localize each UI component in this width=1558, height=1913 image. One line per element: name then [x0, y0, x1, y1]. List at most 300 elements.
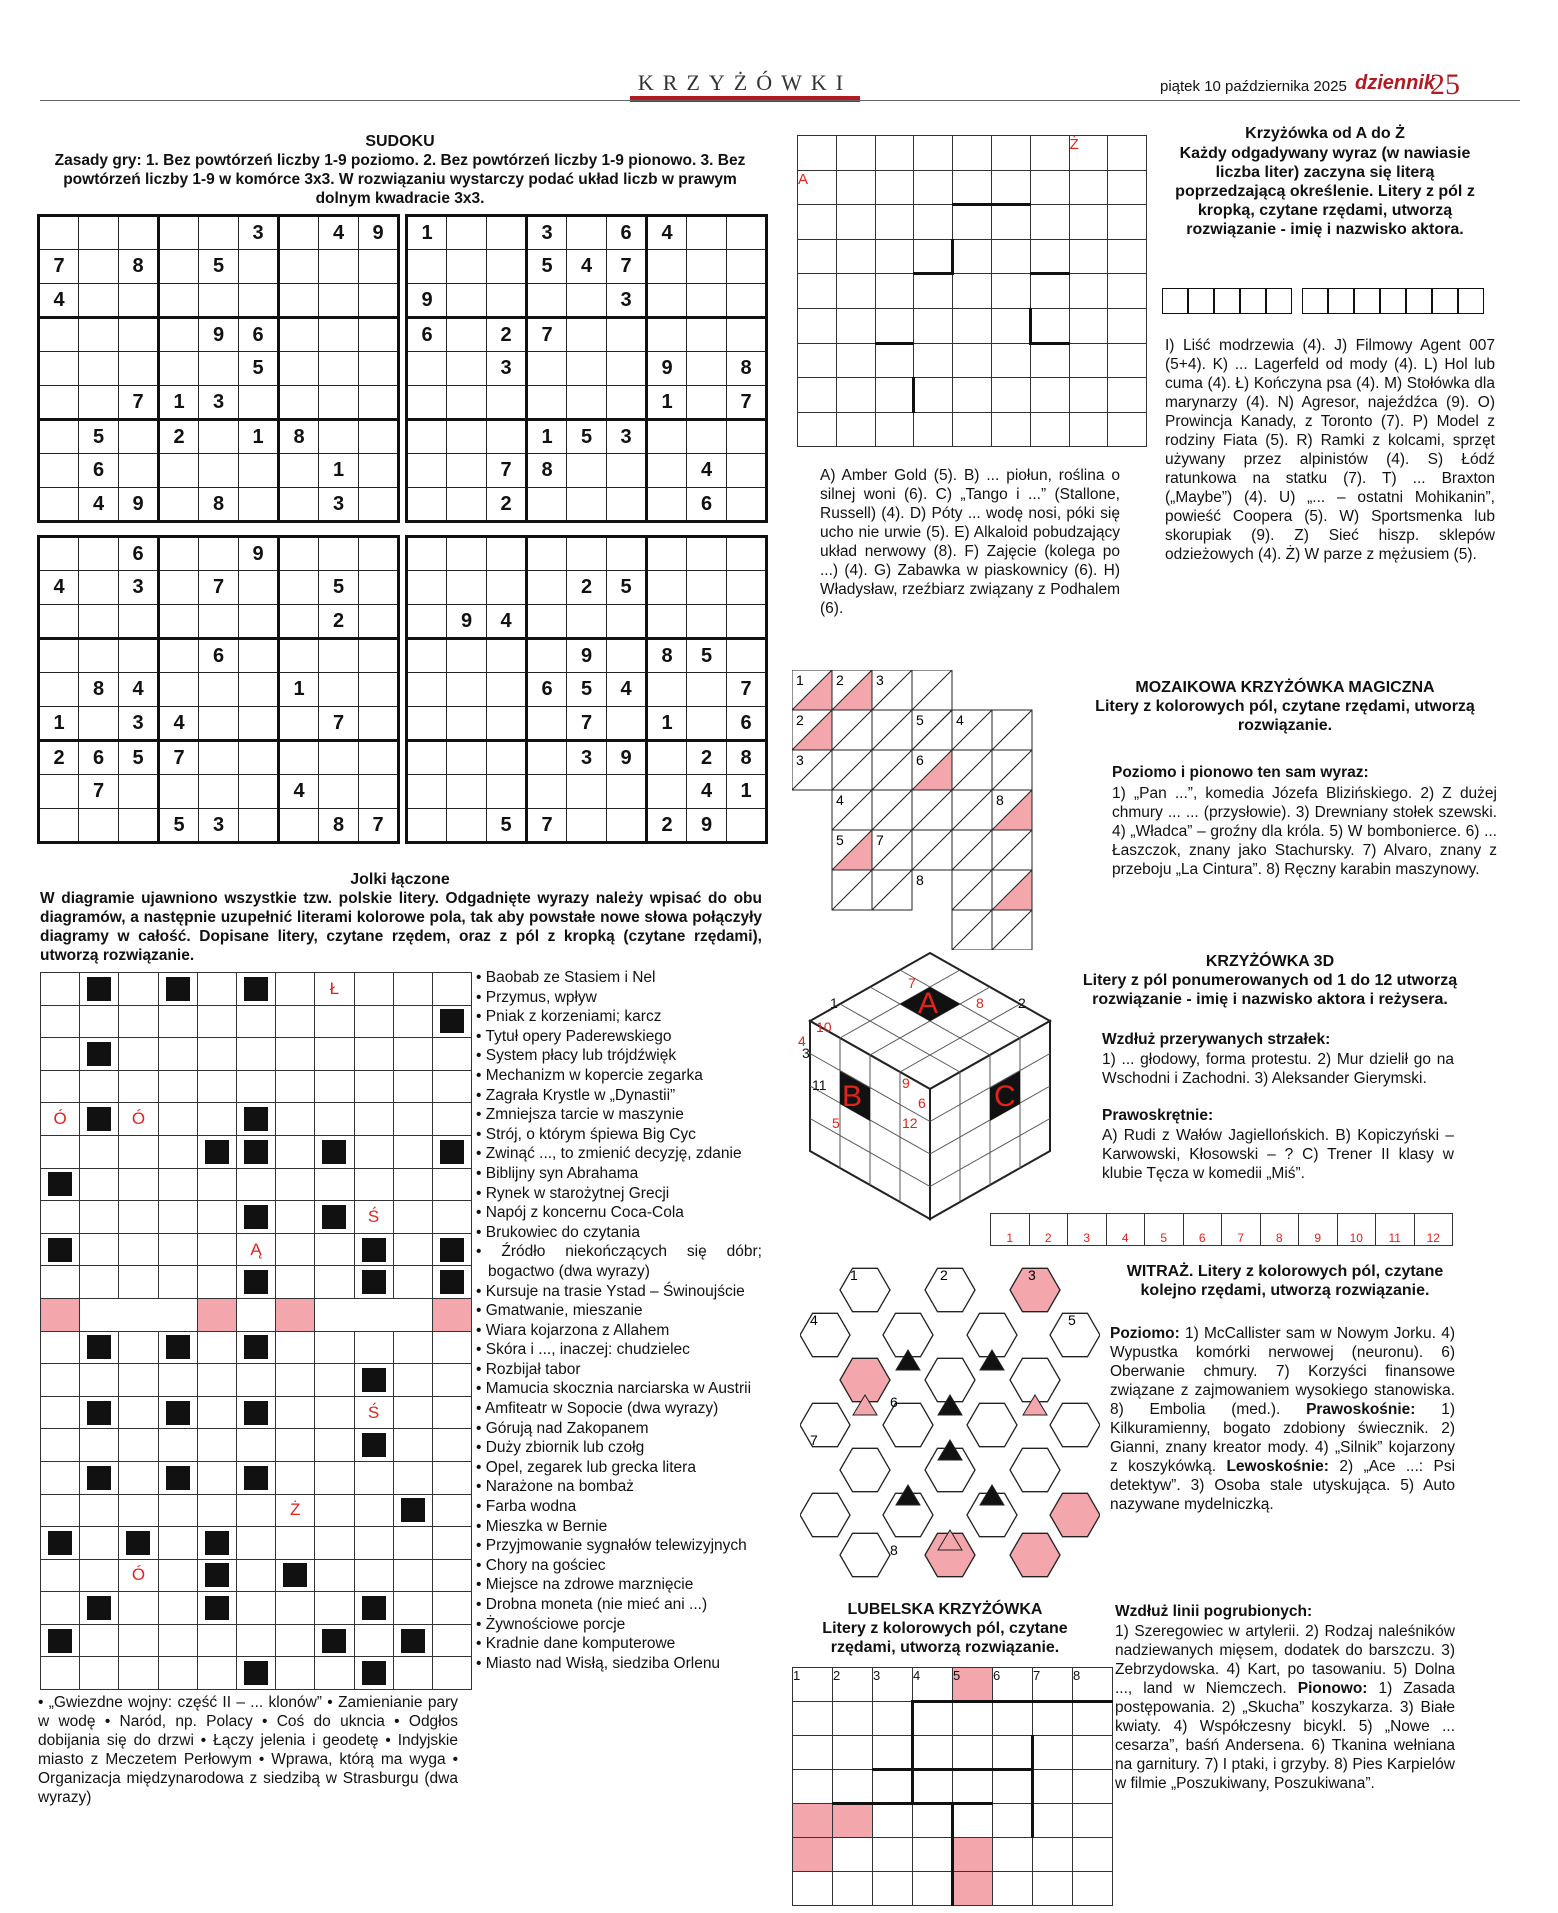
a-do-z-cell[interactable]: [1030, 274, 1069, 309]
jolki-cell[interactable]: [432, 1396, 471, 1429]
jolki-cell[interactable]: Ó: [41, 1103, 80, 1136]
sudoku-cell[interactable]: 2: [159, 420, 199, 454]
sudoku-cell[interactable]: [687, 605, 727, 639]
sudoku-cell[interactable]: [607, 386, 647, 420]
sudoku-cell[interactable]: [39, 775, 79, 809]
sudoku-cell[interactable]: [319, 741, 359, 775]
jolki-cell[interactable]: [80, 1396, 119, 1429]
sudoku-cell[interactable]: [727, 605, 767, 639]
lubelska-cell[interactable]: [993, 1838, 1033, 1872]
a-do-z-cell[interactable]: [914, 205, 953, 240]
a-do-z-cell[interactable]: [953, 239, 992, 274]
a-do-z-cell[interactable]: [1030, 308, 1069, 343]
jolki-cell[interactable]: [197, 1103, 236, 1136]
sudoku-cell[interactable]: [79, 605, 119, 639]
jolki-cell[interactable]: [158, 1559, 197, 1592]
jolki-cell[interactable]: [119, 1201, 158, 1234]
sudoku-cell[interactable]: [159, 454, 199, 488]
jolki-cell[interactable]: [119, 1494, 158, 1527]
jolki-cell[interactable]: [236, 1103, 275, 1136]
sudoku-cell[interactable]: [647, 488, 687, 522]
sudoku-cell[interactable]: [727, 420, 767, 454]
jolki-cell[interactable]: [41, 1364, 80, 1397]
jolki-cell[interactable]: [119, 1461, 158, 1494]
sudoku-cell[interactable]: [279, 741, 319, 775]
sudoku-cell[interactable]: 4: [39, 284, 79, 318]
lubelska-cell[interactable]: 3: [873, 1668, 913, 1702]
sudoku-cell[interactable]: 3: [607, 420, 647, 454]
sudoku-cell[interactable]: [199, 707, 239, 741]
witraz-hex[interactable]: [840, 1533, 890, 1576]
jolki-cell[interactable]: Ą: [236, 1233, 275, 1266]
sudoku-cell[interactable]: [487, 775, 527, 809]
jolki-cell[interactable]: [276, 1266, 315, 1299]
sudoku-cell[interactable]: [319, 318, 359, 352]
sudoku-cell[interactable]: 9: [239, 537, 279, 571]
jolki-cell[interactable]: [158, 973, 197, 1006]
sudoku-cell[interactable]: 4: [487, 605, 527, 639]
jolki-cell[interactable]: [393, 1038, 432, 1071]
sudoku-cell[interactable]: 2: [487, 318, 527, 352]
a-do-z-cell[interactable]: [1108, 136, 1147, 171]
jolki-cell[interactable]: [119, 1331, 158, 1364]
jolki-cell[interactable]: [236, 1331, 275, 1364]
jolki-cell[interactable]: [315, 1364, 354, 1397]
jolki-cell[interactable]: [197, 1494, 236, 1527]
jolki-cell[interactable]: [119, 1038, 158, 1071]
a-do-z-cell[interactable]: [1069, 239, 1108, 274]
sudoku-cell[interactable]: [407, 707, 447, 741]
a-do-z-cell[interactable]: [991, 308, 1030, 343]
sudoku-cell[interactable]: [727, 454, 767, 488]
jolki-cell[interactable]: [197, 1624, 236, 1657]
jolki-cell[interactable]: [432, 1103, 471, 1136]
sudoku-cell[interactable]: [487, 216, 527, 250]
lubelska-cell[interactable]: [1033, 1702, 1073, 1736]
jolki-cell[interactable]: [41, 973, 80, 1006]
a-do-z-cell[interactable]: [914, 274, 953, 309]
jolki-cell[interactable]: [354, 1592, 393, 1625]
jolki-cell[interactable]: [236, 973, 275, 1006]
sudoku-cell[interactable]: [567, 775, 607, 809]
jolki-cell[interactable]: [236, 1592, 275, 1625]
sudoku-cell[interactable]: 4: [647, 216, 687, 250]
sudoku-cell[interactable]: [39, 673, 79, 707]
jolki-cell[interactable]: [393, 1396, 432, 1429]
a-do-z-cell[interactable]: [1108, 412, 1147, 447]
jolki-cell[interactable]: [41, 1494, 80, 1527]
jolki-cell[interactable]: [276, 1364, 315, 1397]
sudoku-cell[interactable]: [527, 284, 567, 318]
jolki-cell[interactable]: [393, 1070, 432, 1103]
jolki-cell[interactable]: [197, 1070, 236, 1103]
sudoku-cell[interactable]: [319, 537, 359, 571]
sudoku-cell[interactable]: 5: [567, 420, 607, 454]
sudoku-cell[interactable]: [407, 775, 447, 809]
jolki-cell[interactable]: [236, 1070, 275, 1103]
a-do-z-cell[interactable]: [798, 136, 837, 171]
lubelska-cell[interactable]: [873, 1770, 913, 1804]
witraz-hex[interactable]: [840, 1448, 890, 1491]
a-do-z-cell[interactable]: [1108, 343, 1147, 378]
jolki-cell[interactable]: [276, 1005, 315, 1038]
sudoku-cell[interactable]: 9: [607, 741, 647, 775]
a-do-z-cell[interactable]: [991, 136, 1030, 171]
jolki-cell[interactable]: [119, 1233, 158, 1266]
sudoku-cell[interactable]: 7: [119, 386, 159, 420]
sudoku-cell[interactable]: 8: [279, 420, 319, 454]
jolki-cell[interactable]: [393, 1266, 432, 1299]
jolki-cell[interactable]: [393, 1657, 432, 1690]
witraz-hex[interactable]: [967, 1403, 1017, 1446]
jolki-cell[interactable]: [354, 1429, 393, 1462]
sudoku-cell[interactable]: [447, 537, 487, 571]
a-do-z-cell[interactable]: [991, 343, 1030, 378]
lubelska-cell[interactable]: [1073, 1804, 1113, 1838]
sudoku-cell[interactable]: [407, 454, 447, 488]
sudoku-cell[interactable]: [199, 352, 239, 386]
sudoku-cell[interactable]: 4: [119, 673, 159, 707]
sudoku-table[interactable]: [37, 214, 400, 523]
sudoku-cell[interactable]: 1: [527, 420, 567, 454]
a-do-z-cell[interactable]: [953, 274, 992, 309]
jolki-cell[interactable]: [197, 1201, 236, 1234]
sudoku-cell[interactable]: 4: [607, 673, 647, 707]
jolki-cell[interactable]: [41, 1298, 80, 1331]
lubelska-cell[interactable]: [913, 1736, 953, 1770]
a-do-z-cell[interactable]: [914, 239, 953, 274]
sudoku-cell[interactable]: 1: [647, 707, 687, 741]
sudoku-cell[interactable]: [727, 537, 767, 571]
sudoku-cell[interactable]: [687, 352, 727, 386]
jolki-cell[interactable]: [80, 1135, 119, 1168]
jolki-cell[interactable]: [354, 1103, 393, 1136]
sudoku-cell[interactable]: [79, 250, 119, 284]
sudoku-cell[interactable]: 4: [319, 216, 359, 250]
sudoku-cell[interactable]: [687, 216, 727, 250]
jolki-cell[interactable]: [354, 1559, 393, 1592]
lubelska-cell[interactable]: [1073, 1770, 1113, 1804]
jolki-cell[interactable]: [197, 1364, 236, 1397]
sudoku-cell[interactable]: 4: [687, 775, 727, 809]
sudoku-cell[interactable]: [39, 216, 79, 250]
jolki-cell[interactable]: [276, 973, 315, 1006]
sudoku-cell[interactable]: 5: [487, 809, 527, 843]
cube-solution-cell[interactable]: 1: [991, 1214, 1030, 1246]
lubelska-cell[interactable]: [793, 1702, 833, 1736]
sudoku-cell[interactable]: [199, 775, 239, 809]
jolki-cell[interactable]: [315, 1201, 354, 1234]
sudoku-cell[interactable]: [607, 605, 647, 639]
jolki-cell[interactable]: [119, 1396, 158, 1429]
jolki-cell[interactable]: [432, 1592, 471, 1625]
jolki-cell[interactable]: [432, 1624, 471, 1657]
witraz-hex[interactable]: [925, 1268, 975, 1311]
sudoku-cell[interactable]: 9: [359, 216, 399, 250]
sudoku-table[interactable]: [405, 214, 768, 523]
jolki-cell[interactable]: [276, 1429, 315, 1462]
jolki-cell[interactable]: [393, 1527, 432, 1560]
lubelska-cell[interactable]: [793, 1872, 833, 1906]
sudoku-cell[interactable]: [647, 250, 687, 284]
sudoku-cell[interactable]: [687, 420, 727, 454]
witraz-hex[interactable]: [1050, 1403, 1100, 1446]
jolki-cell[interactable]: [354, 1168, 393, 1201]
jolki-cell[interactable]: [354, 1624, 393, 1657]
jolki-cell[interactable]: [158, 1201, 197, 1234]
sudoku-cell[interactable]: [447, 352, 487, 386]
jolki-cell[interactable]: [80, 1364, 119, 1397]
jolki-cell[interactable]: [158, 1038, 197, 1071]
sudoku-cell[interactable]: 5: [79, 420, 119, 454]
jolki-cell[interactable]: [432, 1201, 471, 1234]
jolki-cell[interactable]: [41, 1527, 80, 1560]
jolki-cell[interactable]: [119, 1070, 158, 1103]
sudoku-cell[interactable]: [527, 707, 567, 741]
lubelska-cell[interactable]: [873, 1872, 913, 1906]
sudoku-cell[interactable]: [407, 420, 447, 454]
jolki-cell[interactable]: [354, 1005, 393, 1038]
jolki-cell[interactable]: [354, 1461, 393, 1494]
a-do-z-cell[interactable]: [1108, 378, 1147, 413]
jolki-cell[interactable]: [41, 1657, 80, 1690]
a-do-z-cell[interactable]: [991, 239, 1030, 274]
jolki-cell[interactable]: [432, 1070, 471, 1103]
lubelska-cell[interactable]: [913, 1838, 953, 1872]
jolki-cell[interactable]: [276, 1624, 315, 1657]
sudoku-cell[interactable]: [79, 284, 119, 318]
jolki-cell[interactable]: Ł: [315, 973, 354, 1006]
lubelska-cell[interactable]: [833, 1702, 873, 1736]
sudoku-cell[interactable]: [607, 537, 647, 571]
sudoku-cell[interactable]: 9: [447, 605, 487, 639]
sudoku-cell[interactable]: 6: [119, 537, 159, 571]
sudoku-table[interactable]: [37, 535, 400, 844]
sudoku-cell[interactable]: 1: [279, 673, 319, 707]
sudoku-cell[interactable]: [119, 775, 159, 809]
sudoku-cell[interactable]: 3: [239, 216, 279, 250]
jolki-cell[interactable]: [41, 1038, 80, 1071]
lubelska-cell[interactable]: [953, 1838, 993, 1872]
jolki-cell[interactable]: [80, 1657, 119, 1690]
sudoku-cell[interactable]: 4: [567, 250, 607, 284]
cube-solution-cell[interactable]: 9: [1299, 1214, 1338, 1246]
sudoku-cell[interactable]: 5: [119, 741, 159, 775]
sudoku-cell[interactable]: [447, 420, 487, 454]
sudoku-cell[interactable]: 1: [407, 216, 447, 250]
sudoku-cell[interactable]: 2: [319, 605, 359, 639]
sudoku-cell[interactable]: 9: [567, 639, 607, 673]
jolki-cell[interactable]: [276, 1461, 315, 1494]
jolki-cell[interactable]: [197, 1233, 236, 1266]
sudoku-cell[interactable]: [567, 318, 607, 352]
sudoku-cell[interactable]: 7: [727, 386, 767, 420]
jolki-cell[interactable]: [432, 973, 471, 1006]
sudoku-cell[interactable]: [647, 284, 687, 318]
a-do-z-cell[interactable]: [836, 170, 875, 205]
sudoku-cell[interactable]: [159, 284, 199, 318]
sudoku-cell[interactable]: [239, 571, 279, 605]
sudoku-cell[interactable]: 7: [79, 775, 119, 809]
a-do-z-cell[interactable]: [914, 378, 953, 413]
jolki-cell[interactable]: [80, 1592, 119, 1625]
sudoku-cell[interactable]: [487, 420, 527, 454]
sudoku-cell[interactable]: 3: [119, 707, 159, 741]
cube-solution-cell[interactable]: 3: [1068, 1214, 1107, 1246]
sudoku-cell[interactable]: 7: [607, 250, 647, 284]
jolki-cell[interactable]: Ó: [119, 1559, 158, 1592]
a-do-z-cell[interactable]: [953, 378, 992, 413]
jolki-cell[interactable]: [236, 1461, 275, 1494]
sudoku-cell[interactable]: [159, 216, 199, 250]
jolki-cell[interactable]: [393, 1201, 432, 1234]
sudoku-cell[interactable]: 7: [39, 250, 79, 284]
witraz-hex[interactable]: [800, 1403, 850, 1446]
lubelska-cell[interactable]: [953, 1702, 993, 1736]
jolki-cell[interactable]: [354, 1298, 393, 1331]
jolki-cell[interactable]: [197, 1461, 236, 1494]
a-do-z-cell[interactable]: [875, 378, 914, 413]
sudoku-cell[interactable]: 7: [319, 707, 359, 741]
sudoku-cell[interactable]: [119, 639, 159, 673]
sudoku-cell[interactable]: 3: [319, 488, 359, 522]
jolki-cell[interactable]: [432, 1494, 471, 1527]
lubelska-cell[interactable]: [1073, 1736, 1113, 1770]
lubelska-cell[interactable]: [1073, 1872, 1113, 1906]
sudoku-cell[interactable]: [79, 639, 119, 673]
sudoku-cell[interactable]: [279, 386, 319, 420]
sudoku-cell[interactable]: 7: [527, 318, 567, 352]
sudoku-cell[interactable]: [359, 488, 399, 522]
lubelska-cell[interactable]: [913, 1804, 953, 1838]
sudoku-cell[interactable]: [279, 488, 319, 522]
sudoku-cell[interactable]: 1: [727, 775, 767, 809]
sudoku-cell[interactable]: [159, 639, 199, 673]
a-do-z-cell[interactable]: [1069, 205, 1108, 240]
sudoku-cell[interactable]: [487, 386, 527, 420]
jolki-cell[interactable]: [41, 1135, 80, 1168]
sudoku-cell[interactable]: 6: [687, 488, 727, 522]
cube-solution-cell[interactable]: 5: [1145, 1214, 1184, 1246]
jolki-cell[interactable]: [41, 1331, 80, 1364]
sudoku-cell[interactable]: [119, 352, 159, 386]
jolki-cell[interactable]: [315, 1038, 354, 1071]
sudoku-cell[interactable]: 9: [647, 352, 687, 386]
cube-solution-cell[interactable]: 7: [1222, 1214, 1261, 1246]
a-do-z-cell[interactable]: [953, 412, 992, 447]
sudoku-cell[interactable]: 9: [407, 284, 447, 318]
sudoku-cell[interactable]: [487, 571, 527, 605]
sudoku-cell[interactable]: 7: [527, 809, 567, 843]
jolki-cell[interactable]: [158, 1494, 197, 1527]
cube-solution-cell[interactable]: 10: [1337, 1214, 1376, 1246]
lubelska-cell[interactable]: [833, 1804, 873, 1838]
sudoku-cell[interactable]: [407, 488, 447, 522]
jolki-cell[interactable]: [393, 973, 432, 1006]
sudoku-cell[interactable]: 8: [727, 741, 767, 775]
sudoku-cell[interactable]: [279, 605, 319, 639]
sudoku-cell[interactable]: [407, 537, 447, 571]
jolki-cell[interactable]: [41, 1168, 80, 1201]
sudoku-cell[interactable]: [39, 639, 79, 673]
jolki-cell[interactable]: [432, 1461, 471, 1494]
jolki-cell[interactable]: [276, 1396, 315, 1429]
a-do-z-cell[interactable]: [1108, 239, 1147, 274]
cube-solution-cell[interactable]: 11: [1376, 1214, 1415, 1246]
jolki-cell[interactable]: [236, 1494, 275, 1527]
sudoku-cell[interactable]: [359, 775, 399, 809]
jolki-cell[interactable]: [80, 1005, 119, 1038]
sudoku-cell[interactable]: [527, 605, 567, 639]
sudoku-cell[interactable]: [199, 216, 239, 250]
a-do-z-cell[interactable]: [1108, 274, 1147, 309]
sudoku-cell[interactable]: [39, 537, 79, 571]
sudoku-cell[interactable]: [647, 318, 687, 352]
jolki-cell[interactable]: [432, 1298, 471, 1331]
mozaikowa-diagram[interactable]: [792, 670, 1072, 950]
sudoku-cell[interactable]: [727, 216, 767, 250]
sudoku-cell[interactable]: [279, 809, 319, 843]
lubelska-cell[interactable]: 2: [833, 1668, 873, 1702]
sudoku-cell[interactable]: [159, 673, 199, 707]
a-do-z-cell[interactable]: [836, 239, 875, 274]
a-do-z-cell[interactable]: [798, 308, 837, 343]
sudoku-cell[interactable]: [239, 386, 279, 420]
sudoku-cell[interactable]: [687, 284, 727, 318]
sudoku-cell[interactable]: 1: [39, 707, 79, 741]
jolki-cell[interactable]: [158, 1527, 197, 1560]
jolki-cell[interactable]: [80, 1559, 119, 1592]
sudoku-cell[interactable]: [39, 318, 79, 352]
lubelska-cell[interactable]: [1033, 1872, 1073, 1906]
jolki-cell[interactable]: [354, 1494, 393, 1527]
sudoku-cell[interactable]: [119, 420, 159, 454]
a-do-z-cell[interactable]: [875, 274, 914, 309]
sudoku-cell[interactable]: [79, 318, 119, 352]
jolki-cell[interactable]: [432, 1559, 471, 1592]
jolki-diagram[interactable]: [40, 972, 472, 1690]
lubelska-cell[interactable]: [793, 1804, 833, 1838]
sudoku-cell[interactable]: [647, 420, 687, 454]
sudoku-cell[interactable]: 4: [39, 571, 79, 605]
sudoku-cell[interactable]: [239, 707, 279, 741]
a-do-z-cell[interactable]: [836, 308, 875, 343]
jolki-cell[interactable]: [80, 1038, 119, 1071]
sudoku-cell[interactable]: 2: [567, 571, 607, 605]
jolki-cell[interactable]: Ż: [276, 1494, 315, 1527]
jolki-cell[interactable]: [315, 1624, 354, 1657]
jolki-cell[interactable]: [197, 1298, 236, 1331]
sudoku-cell[interactable]: [359, 420, 399, 454]
a-do-z-cell[interactable]: [1069, 343, 1108, 378]
jolki-cell[interactable]: [158, 1396, 197, 1429]
sudoku-cell[interactable]: [39, 488, 79, 522]
a-do-z-cell[interactable]: [798, 205, 837, 240]
jolki-cell[interactable]: [197, 1592, 236, 1625]
sudoku-cell[interactable]: [487, 741, 527, 775]
jolki-cell[interactable]: [197, 1429, 236, 1462]
jolki-cell[interactable]: [158, 1331, 197, 1364]
jolki-cell[interactable]: [80, 1201, 119, 1234]
sudoku-cell[interactable]: [39, 420, 79, 454]
sudoku-cell[interactable]: [279, 352, 319, 386]
sudoku-cell[interactable]: [687, 318, 727, 352]
jolki-cell[interactable]: [80, 1266, 119, 1299]
a-do-z-cell[interactable]: [875, 239, 914, 274]
sudoku-cell[interactable]: [79, 216, 119, 250]
jolki-cell[interactable]: [393, 1168, 432, 1201]
jolki-cell[interactable]: [236, 1201, 275, 1234]
